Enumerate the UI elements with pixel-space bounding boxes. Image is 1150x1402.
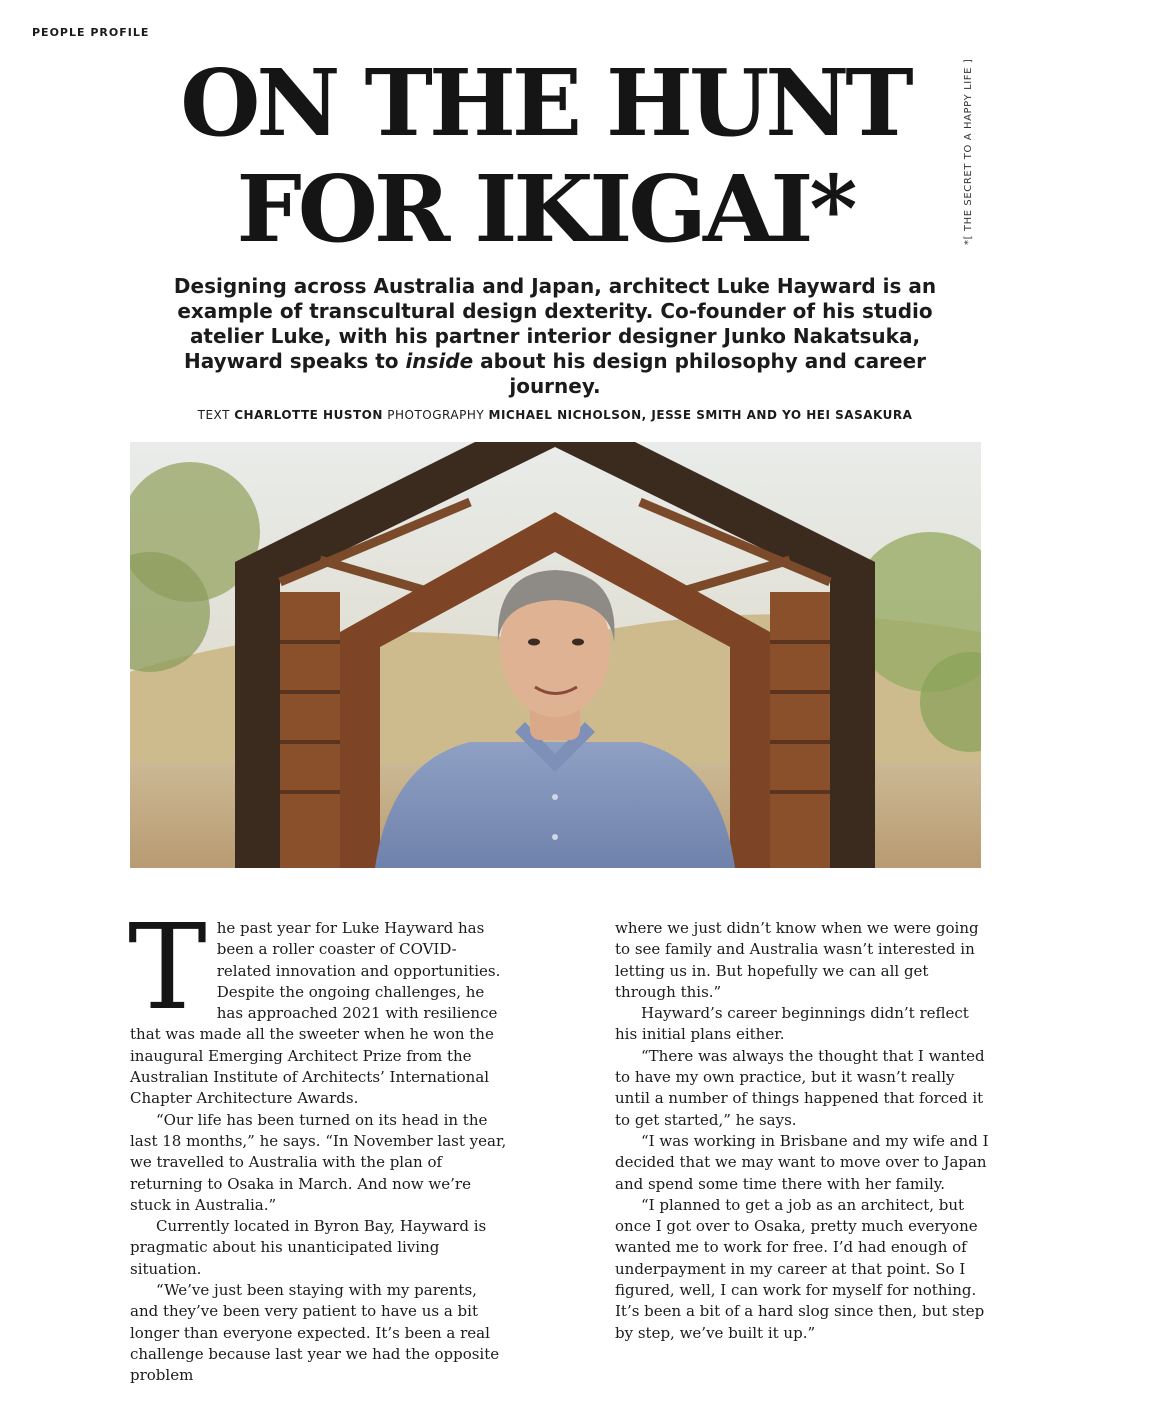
credit-photographers: MICHAEL NICHOLSON, JESSE SMITH AND YO HEI SASAKURA (488, 408, 913, 422)
body-paragraph: “There was always the thought that I wanted to have my own practice, but it wasn’t really until a number of things happened that forced it to get started,” he says. (615, 1046, 985, 1129)
body-paragraph: Currently located in Byron Bay, Hayward is pragmatic about his unanticipated living situation. (130, 1217, 487, 1278)
drop-cap: T (128, 898, 207, 1036)
portrait-photo-icon (130, 442, 981, 868)
credit-writer: CHARLOTTE HUSTON (234, 408, 383, 422)
body-paragraph: Hayward’s career beginnings didn’t reflect his initial plans either. (615, 1004, 969, 1044)
body-paragraph: where we just didn’t know when we were going to see family and Australia wasn’t interested in letting us in. But hopefully we can all get through this.” (615, 919, 979, 1001)
credit-text-label: TEXT (197, 408, 230, 422)
body-column-right (615, 918, 993, 1344)
body-paragraph (128, 898, 508, 1110)
section-label: PEOPLE PROFILE (32, 26, 150, 39)
body-paragraph: “We’ve just been staying with my parents, and they’ve been very patient to have us a bit longer than everyone expected. It’s been a real challenge because last year we had the opposite problem (130, 1281, 500, 1385)
headline-line-1: ON THE HUNT (180, 49, 910, 157)
body-paragraph: “I was working in Brisbane and my wife and I decided that we may want to move over to Japan and spend some time there with her family. (615, 1131, 989, 1193)
side-note: *[ THE SECRET TO A HAPPY LIFE ] (963, 58, 974, 245)
standfirst-italic: inside (405, 349, 474, 373)
body-paragraph: “Our life has been turned on its head in the last 18 months,” he says. “In November last year, we travelled to Australia with the plan of returning to Osaka in March. And now we’re stuck in Australia.” (130, 1110, 507, 1214)
paragraph-text: he past year for Luke Hayward has been a roller coaster of COVID-related innovation and opportunities. Despite the ongoing challenges, he has approached 2021 with resilience that was made all the sweeter when he won the inaugural Emerging Architect Prize from the Australian Institute of Architects’ International Chapter Architecture Awards. (130, 919, 501, 1108)
standfirst-text-1: Designing across Australia and Japan, architect Luke Hayward is an example of transcultural design dexterity. Co-founder of his studio atelier Luke, with his partner interior designer Junko Nakatsuka, Hayward speaks to (173, 274, 937, 373)
standfirst-text-2: about his design philosophy and career journey. (473, 349, 927, 398)
body-paragraph: “I planned to get a job as an architect, but once I got over to Osaka, pretty much everyone wanted me to work for free. I’d had enough of underpayment in my career at that point. So I figured, well, I can work for myself for nothing. It’s been a bit of a hard slog since then, but step by step, we’ve built it up.” (615, 1195, 985, 1342)
standfirst (150, 274, 960, 399)
body-column-left (128, 898, 508, 1387)
hero-photo (130, 442, 981, 868)
headline-line-2: FOR IKIGAI* (236, 155, 854, 263)
headline (150, 50, 940, 262)
credits-line (130, 408, 980, 422)
credit-photo-label: PHOTOGRAPHY (387, 408, 485, 422)
